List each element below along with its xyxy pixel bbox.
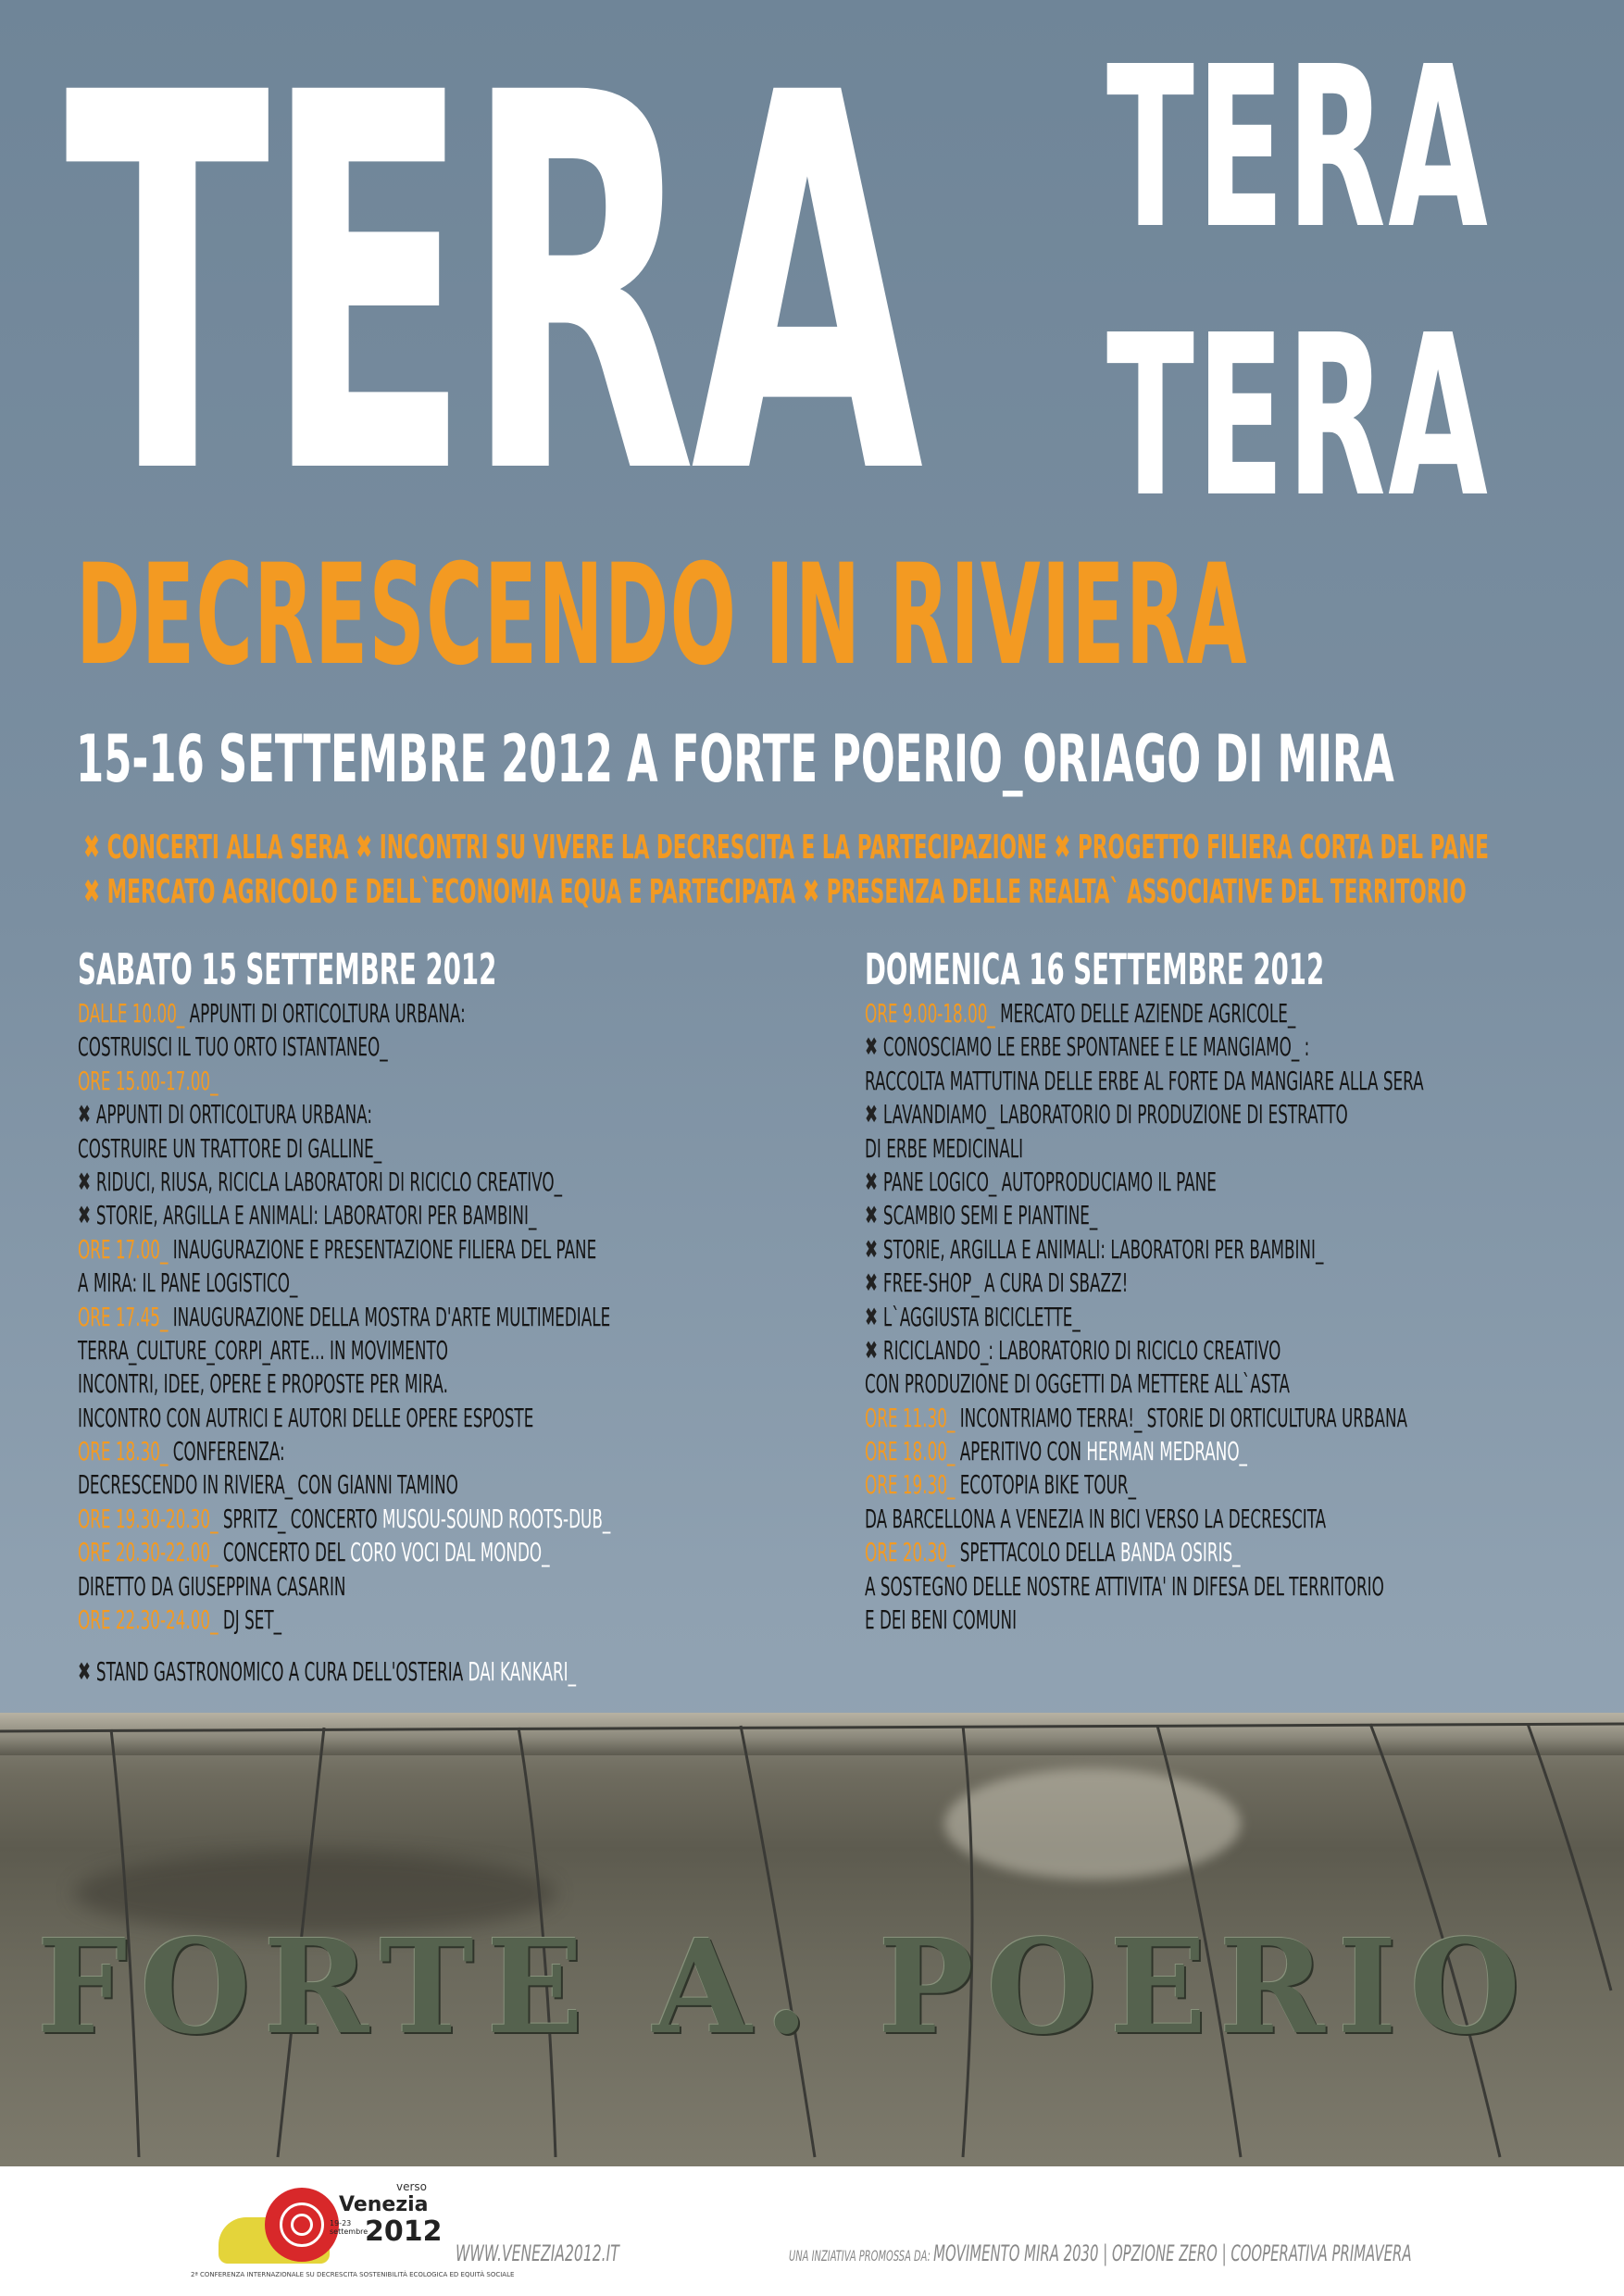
program-text: TERRA_CULTURE_CORPI_ARTE... IN MOVIMENTO: [78, 1334, 448, 1366]
program-line: [865, 1402, 1424, 1435]
program-text: APPUNTI DI ORTICOLTURA URBANA:: [184, 998, 466, 1029]
program-text: STAND GASTRONOMICO A CURA DELL'OSTERIA: [95, 1656, 468, 1688]
program-time: ORE 19.30_: [865, 1469, 956, 1501]
program-text: INCONTRO CON AUTRICI E AUTORI DELLE OPERE ESPOSTE: [78, 1402, 534, 1433]
sunday-program: [865, 997, 1624, 1637]
program-text: DECRESCENDO IN RIVIERA_ CON GIANNI TAMINO: [78, 1469, 458, 1501]
program-text: MERCATO DELLE AZIENDE AGRICOLE_: [994, 998, 1296, 1029]
program-line: [78, 1655, 610, 1689]
program-time: ORE 18.00_: [865, 1436, 956, 1467]
highlight-item: PROGETTO FILIERA CORTA DEL PANE: [1077, 829, 1489, 867]
cross-bullet-icon: ✖: [78, 1166, 96, 1197]
program-line: [865, 1503, 1424, 1536]
cross-bullet-icon: ✖: [865, 1166, 883, 1197]
program-text: DIRETTO DA GIUSEPPINA CASARIN: [78, 1570, 346, 1602]
program-text: A SOSTEGNO DELLE NOSTRE ATTIVITA' IN DIFESA DEL TERRITORIO: [865, 1570, 1384, 1602]
program-line: [78, 1030, 610, 1064]
fort-sign: FORTE A. POERIO: [37, 1912, 1533, 2064]
logo-year: 2012: [365, 2215, 443, 2248]
cross-bullet-icon: ✖: [865, 1233, 883, 1265]
program-text: RACCOLTA MATTUTINA DELLE ERBE AL FORTE DA MANGIARE ALLA SERA: [865, 1065, 1424, 1096]
program-text: CONCERTO DEL: [218, 1537, 351, 1568]
program-text: A MIRA: IL PANE LOGISTICO_: [78, 1267, 298, 1299]
program-time: ORE 19.30-20.30_: [78, 1503, 219, 1534]
snail-logo-icon: [191, 2171, 515, 2291]
big-title: TERA: [65, 0, 918, 589]
promoters-credit: [789, 2240, 1412, 2266]
program-line: [865, 1367, 1424, 1401]
highlight-item: CONCERTI ALLA SERA: [106, 829, 349, 867]
program-text: FREE-SHOP_ A CURA DI SBAZZ!: [882, 1267, 1129, 1299]
program-line: [865, 1536, 1424, 1569]
cross-bullet-icon: ✖: [83, 873, 107, 911]
program-text: DJ SET_: [218, 1604, 282, 1636]
program-line: [865, 1468, 1424, 1502]
program-text: CONFERENZA:: [168, 1436, 285, 1467]
program-line: [865, 1166, 1424, 1199]
program-time: ORE 20.30-22.00_: [78, 1537, 219, 1568]
program-text: LAVANDIAMO_ LABORATORIO DI PRODUZIONE DI ESTRATTO: [882, 1099, 1348, 1130]
program-line: [865, 1334, 1424, 1367]
program-line: [78, 1570, 610, 1603]
cross-bullet-icon: ✖: [865, 1267, 883, 1299]
program-line: [865, 1132, 1424, 1166]
program-line: [78, 1233, 610, 1267]
cross-bullet-icon: ✖: [865, 1031, 883, 1063]
saturday-program: [78, 997, 966, 1690]
program-text: ECOTOPIA BIKE TOUR_: [955, 1469, 1136, 1501]
program-time: ORE 15.00-17.00_: [78, 1065, 219, 1096]
program-text: L`AGGIUSTA BICICLETTE_: [882, 1301, 1081, 1332]
credit-orgs: MOVIMENTO MIRA 2030 | OPZIONE ZERO | COOPERATIVA PRIMAVERA: [933, 2240, 1412, 2266]
logo-caption: 2ª CONFERENZA INTERNAZIONALE SU DECRESCITA SOSTENIBILITÀ ECOLOGICA ED EQUITÀ SOCIALE: [191, 2271, 515, 2278]
program-line: [865, 1199, 1424, 1232]
cross-bullet-icon: ✖: [865, 1099, 883, 1130]
cross-bullet-icon: ✖: [78, 1200, 96, 1231]
program-line: [78, 1132, 610, 1166]
program-time: ORE 9.00-18.00_: [865, 998, 995, 1029]
program-text: SCAMBIO SEMI E PIANTINE_: [882, 1200, 1098, 1231]
dateline: 15-16 SETTEMBRE 2012 A FORTE POERIO_ORIAGO DI MIRA: [76, 721, 1394, 797]
program-line: [865, 1065, 1424, 1098]
program-text: INCONTRI, IDEE, OPERE E PROPOSTE PER MIRA.: [78, 1368, 448, 1400]
program-line: [78, 1435, 610, 1468]
program-text: BANDA OSIRIS_: [1119, 1537, 1241, 1568]
credit-prefix: UNA INZIATIVA PROMOSSA DA:: [789, 2247, 934, 2265]
program-text: DAI KANKARI_: [468, 1656, 577, 1688]
program-line: [865, 1098, 1424, 1131]
program-line: [78, 1503, 610, 1536]
program-line: [78, 1098, 610, 1131]
cross-bullet-icon: ✖: [78, 1656, 96, 1688]
program-text: INAUGURAZIONE E PRESENTAZIONE FILIERA DEL PANE: [168, 1233, 597, 1265]
logo-verso: verso: [396, 2180, 428, 2193]
program-time: ORE 18.30_: [78, 1436, 169, 1467]
program-text: STORIE, ARGILLA E ANIMALI: LABORATORI PER BAMBINI_: [95, 1200, 537, 1231]
program-line: [78, 1468, 610, 1502]
program-line: [78, 1603, 610, 1637]
program-line: [78, 1065, 610, 1098]
cross-bullet-icon: ✖: [83, 829, 107, 867]
side-title-bottom: TERA: [1106, 287, 1491, 546]
program-line: [78, 1301, 610, 1334]
program-line: [865, 1301, 1424, 1334]
cross-bullet-icon: ✖: [865, 1334, 883, 1366]
program-text: CONOSCIAMO LE ERBE SPONTANEE E LE MANGIAMO_ :: [882, 1031, 1310, 1063]
program-line: [78, 1402, 610, 1435]
program-text: APERITIVO CON: [955, 1436, 1087, 1467]
program-line: [865, 1030, 1424, 1064]
logo-name: Venezia: [339, 2193, 429, 2216]
program-text: DA BARCELLONA A VENEZIA IN BICI VERSO LA DECRESCITA: [865, 1503, 1327, 1534]
program-line: [78, 1536, 610, 1569]
program-time: DALLE 10.00_: [78, 998, 185, 1029]
program-line: [78, 997, 610, 1030]
program-text: SPRITZ_ CONCERTO: [218, 1503, 382, 1534]
program-text: SPETTACOLO DELLA: [955, 1537, 1120, 1568]
program-line: [865, 1570, 1424, 1603]
sunday-title: DOMENICA 16 SETTEMBRE 2012: [865, 944, 1325, 994]
program-line: [865, 1267, 1424, 1300]
side-title-top: TERA: [1106, 19, 1491, 278]
subtitle: DECRESCENDO IN RIVIERA: [76, 535, 1248, 696]
program-text: STORIE, ARGILLA E ANIMALI: LABORATORI PER BAMBINI_: [882, 1233, 1324, 1265]
program-text: INAUGURAZIONE DELLA MOSTRA D'ARTE MULTIMEDIALE: [168, 1301, 611, 1332]
program-line: [78, 1199, 610, 1232]
program-line: [865, 1435, 1424, 1468]
program-line: [78, 1267, 610, 1300]
cross-bullet-icon: ✖: [78, 1099, 96, 1130]
program-text: DI ERBE MEDICINALI: [865, 1132, 1024, 1164]
program-text: COSTRUISCI IL TUO ORTO ISTANTANEO_: [78, 1031, 388, 1063]
program-time: ORE 17.00_: [78, 1233, 169, 1265]
footer: [0, 2166, 1624, 2296]
program-text: CON PRODUZIONE DI OGGETTI DA METTERE ALL`ASTA: [865, 1368, 1290, 1400]
cross-bullet-icon: ✖: [1046, 829, 1078, 867]
program-text: PANE LOGICO_ AUTOPRODUCIAMO IL PANE: [882, 1166, 1217, 1197]
program-text: E DEI BENI COMUNI: [865, 1604, 1018, 1636]
fort-wall-photo: [0, 1713, 1624, 2166]
cross-bullet-icon: ✖: [865, 1200, 883, 1231]
website-link[interactable]: WWW.VENEZIA2012.IT: [456, 2240, 619, 2266]
program-line: [78, 1166, 610, 1199]
program-text: APPUNTI DI ORTICOLTURA URBANA:: [95, 1099, 373, 1130]
highlight-item: MERCATO AGRICOLO E DELL`ECONOMIA EQUA E PARTECIPATA: [106, 873, 796, 911]
cross-bullet-icon: ✖: [865, 1301, 883, 1332]
program-text: CORO VOCI DAL MONDO_: [350, 1537, 550, 1568]
program-text: RICICLANDO_: LABORATORIO DI RICICLO CREATIVO: [882, 1334, 1281, 1366]
program-time: ORE 11.30_: [865, 1402, 956, 1433]
program-text: MUSOU-SOUND ROOTS-DUB_: [381, 1503, 611, 1534]
logo-dates: 19-23 settembre: [330, 2219, 369, 2236]
highlight-item: PRESENZA DELLE REALTA` ASSOCIATIVE DEL TERRITORIO: [826, 873, 1467, 911]
program-line: [865, 1233, 1424, 1267]
cross-bullet-icon: ✖: [348, 829, 380, 867]
program-time: ORE 17.45_: [78, 1301, 169, 1332]
program-line: [865, 1603, 1424, 1637]
highlights-row-2: [83, 873, 1467, 911]
program-line: [78, 1367, 610, 1401]
cross-bullet-icon: ✖: [795, 873, 827, 911]
program-text: INCONTRIAMO TERRA!_ STORIE DI ORTICULTURA URBANA: [955, 1402, 1408, 1433]
program-time: ORE 22.30-24.00_: [78, 1604, 219, 1636]
program-line: [865, 997, 1424, 1030]
program-line: [78, 1334, 610, 1367]
highlights-row-1: [83, 829, 1489, 867]
program-time: ORE 20.30_: [865, 1537, 956, 1568]
program-text: COSTRUIRE UN TRATTORE DI GALLINE_: [78, 1132, 382, 1164]
logo-spiral-inner: [291, 2214, 313, 2236]
program-text: HERMAN MEDRANO_: [1086, 1436, 1247, 1467]
program-text: RIDUCI, RIUSA, RICICLA LABORATORI DI RICICLO CREATIVO_: [95, 1166, 563, 1197]
highlight-item: INCONTRI SU VIVERE LA DECRESCITA E LA PARTECIPAZIONE: [379, 829, 1047, 867]
saturday-title: SABATO 15 SETTEMBRE 2012: [78, 944, 497, 994]
